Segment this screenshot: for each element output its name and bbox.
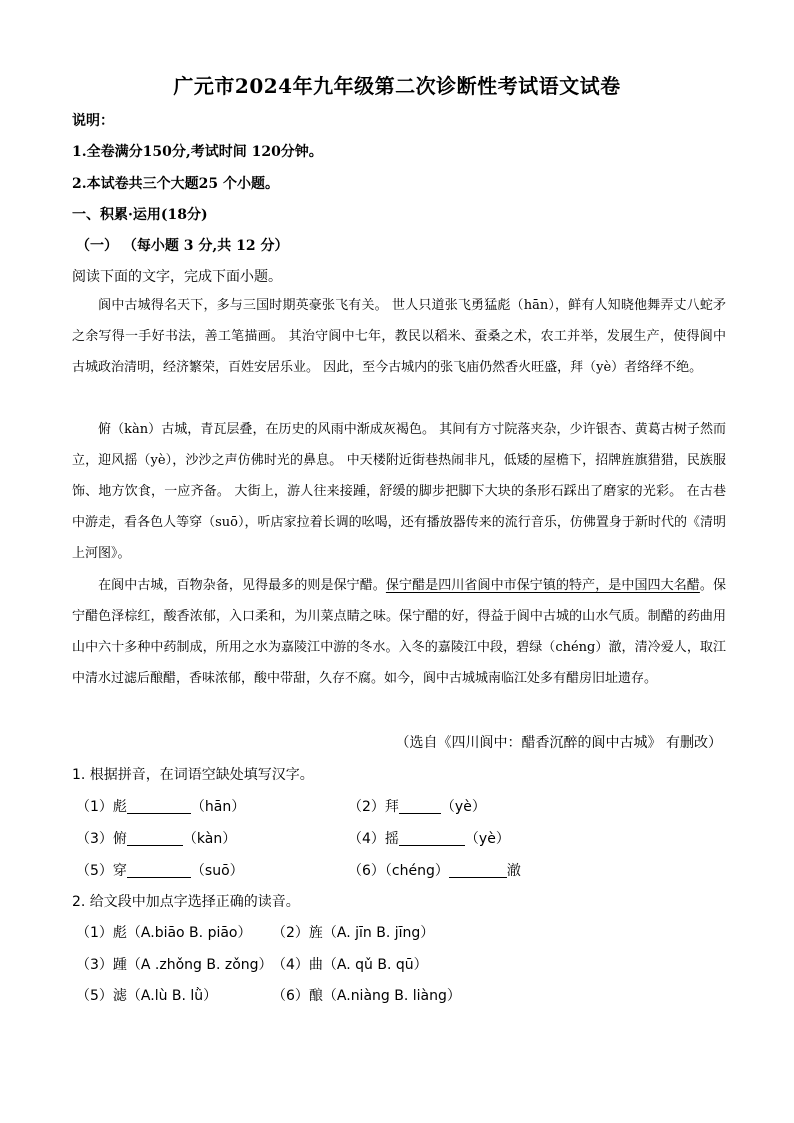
- q1-item: （4）摇 （yè）: [348, 831, 510, 847]
- notes-heading: 说明：: [72, 113, 114, 129]
- q1-item: （6）（chéng） 澈: [348, 863, 521, 879]
- q2-item: （4）曲（A. qǔ B. qū）: [272, 957, 428, 973]
- answer-blank[interactable]: [399, 831, 465, 846]
- q2-item: （2）旌（A. jīn B. jīng）: [272, 925, 435, 941]
- answer-blank[interactable]: [399, 799, 441, 814]
- q1-item: （5）穿 （suō）: [76, 863, 244, 879]
- passage-paragraph-3: [72, 570, 726, 694]
- notes-item-2: 2.本试卷共三个大题25 个小题。: [72, 176, 279, 192]
- q2-item: （5）滤（A.lù B. lǜ）: [76, 988, 218, 1004]
- passage-source: （选自《四川阆中：醋香沉醉的阆中古城》 有删改）: [395, 735, 722, 751]
- passage-p3-text-c: 。保宁醋色泽棕红，酸香浓郁，入口柔和，为川菜点睛之味。保宁醋的好，得益于阆中古城的山水气质。制醋的药曲用山中六十多种中药制成，所用之水为嘉陵江中游的冬水。入冬的嘉陵江中段，碧绿（chéng）澈，清冷爱人，取江中清水过滤后酿醋，香味浓郁，酸中带甜，久存不腐。如今，阆中古城城南临江处多有醋房旧址遗存。: [72, 578, 726, 686]
- notes-item-1: 1.全卷满分150分,考试时间 120分钟。: [72, 144, 323, 160]
- answer-blank[interactable]: [127, 831, 183, 846]
- passage-p3-text-a: 在阆中古城，百物杂备，见得最多的则是保宁醋。: [98, 578, 386, 593]
- answer-blank[interactable]: [449, 863, 507, 878]
- question-2-stem: 2. 给文段中加点字选择正确的读音。: [72, 894, 300, 910]
- q2-item: （1）彪（A.biāo B. piāo）: [76, 925, 252, 941]
- sub-section-heading: （一） （每小题 3 分,共 12 分）: [76, 238, 289, 254]
- section-heading: 一、积累·运用(18分): [72, 207, 208, 223]
- passage-p1-text: 阆中古城得名天下，多与三国时期英豪张飞有关。 世人只道张飞勇猛彪（hān），鲜有人知晓他舞弄丈八蛇矛之余写得一手好书法，善工笔描画。 其治守阆中七年，教民以稻米、蚕桑之术，农工并举，发展生产，使得阆中古城政治清明，经济繁荣，百姓安居乐业。 因此，至今古城内的张飞庙仍然香火旺盛，拜（yè）者络绎不绝。: [72, 298, 726, 375]
- answer-blank[interactable]: [127, 863, 191, 878]
- q1-item: （1）彪 （hān）: [76, 799, 246, 815]
- passage-paragraph-1: [72, 290, 726, 383]
- q2-item: （3）踵（A .zhǒng B. zǒng）: [76, 957, 273, 973]
- underlined-sentence: 保宁醋是四川省阆中市保宁镇的特产，是中国四大名醋: [385, 578, 700, 593]
- q1-item: （3）俯 （kàn）: [76, 831, 237, 847]
- answer-blank[interactable]: [127, 799, 191, 814]
- q2-item: （6）酿（A.niàng B. liàng）: [272, 988, 461, 1004]
- exam-title: 广元市2024年九年级第二次诊断性考试语文试卷: [173, 74, 621, 98]
- question-1-stem: 1. 根据拼音，在词语空缺处填写汉字。: [72, 767, 314, 783]
- reading-instruction: 阅读下面的文字，完成下面小题。: [72, 269, 282, 285]
- passage-p2-text: 俯（kàn）古城，青瓦层叠，在历史的风雨中渐成灰褐色。 其间有方寸院落夹杂，少许银杏、黄葛古树子然而立，迎风摇（yè），沙沙之声仿佛时光的鼻息。 中天楼附近街巷热闹非凡，低矮的屋檐下，招牌旌旗猎猎，民族服饰、地方饮食，一应齐备。 大街上，游人往来接踵，舒缓的脚步把脚下大块的条形石踩出了磨家的光彩。 在古巷中游走，看各色人等穿（suō），听店家拉着长调的吆喝，还有播放器传来的流行音乐，仿佛置身于新时代的《清明上河图》。: [72, 422, 726, 561]
- q1-item: （2）拜 （yè）: [348, 799, 486, 815]
- passage-paragraph-2: [72, 414, 726, 569]
